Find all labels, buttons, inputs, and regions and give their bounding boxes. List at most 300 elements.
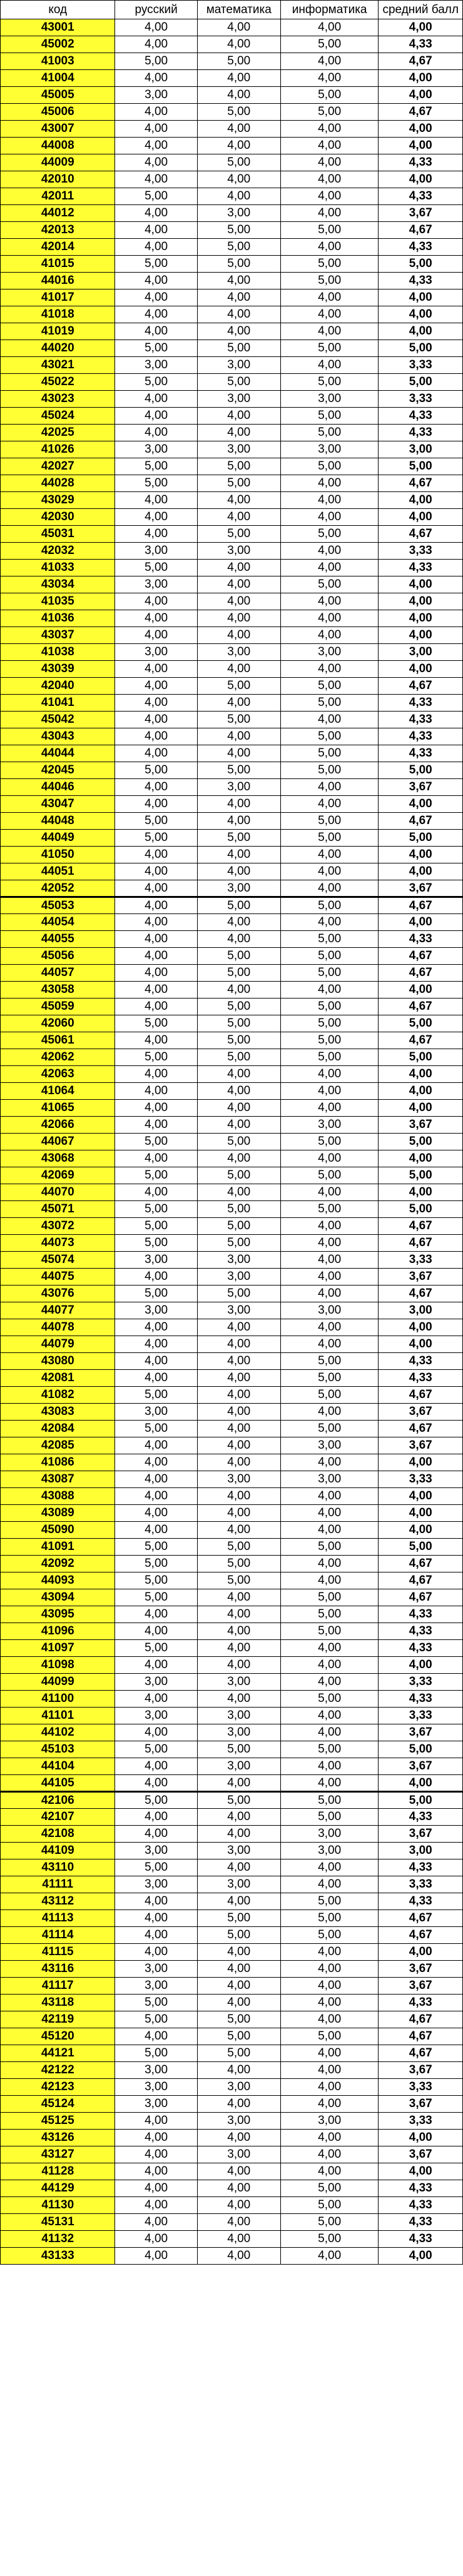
cell-math: 4,00 bbox=[197, 745, 280, 762]
cell-code: 43058 bbox=[1, 982, 115, 999]
cell-math: 3,00 bbox=[197, 1471, 280, 1488]
cell-code: 43047 bbox=[1, 796, 115, 813]
cell-russian: 3,00 bbox=[115, 1961, 197, 1978]
table-row bbox=[1, 340, 463, 357]
cell-russian: 5,00 bbox=[115, 560, 197, 576]
cell-average: 4,00 bbox=[379, 1657, 463, 1674]
cell-average: 4,33 bbox=[379, 1893, 463, 1910]
cell-russian: 4,00 bbox=[115, 2248, 197, 2265]
cell-average: 4,00 bbox=[379, 1505, 463, 1522]
table-row bbox=[1, 1100, 463, 1117]
cell-math: 3,00 bbox=[197, 1674, 280, 1691]
cell-average: 5,00 bbox=[379, 1201, 463, 1218]
table-row bbox=[1, 441, 463, 458]
cell-code: 43083 bbox=[1, 1404, 115, 1421]
cell-russian: 4,00 bbox=[115, 1032, 197, 1049]
cell-informatics: 4,00 bbox=[280, 712, 379, 728]
cell-informatics: 4,00 bbox=[280, 1708, 379, 1724]
cell-code: 43118 bbox=[1, 1995, 115, 2011]
cell-average: 4,00 bbox=[379, 1488, 463, 1505]
cell-math: 4,00 bbox=[197, 70, 280, 87]
table-row bbox=[1, 627, 463, 644]
table-row bbox=[1, 931, 463, 948]
cell-russian: 4,00 bbox=[115, 1269, 197, 1285]
cell-informatics: 5,00 bbox=[280, 222, 379, 239]
cell-russian: 5,00 bbox=[115, 1539, 197, 1556]
cell-code: 41004 bbox=[1, 70, 115, 87]
cell-informatics: 5,00 bbox=[280, 813, 379, 830]
cell-russian: 4,00 bbox=[115, 1336, 197, 1353]
table-row bbox=[1, 289, 463, 306]
cell-math: 5,00 bbox=[197, 256, 280, 273]
table-row bbox=[1, 1927, 463, 1944]
cell-average: 4,33 bbox=[379, 188, 463, 205]
table-row bbox=[1, 1150, 463, 1167]
cell-code: 44070 bbox=[1, 1184, 115, 1201]
cell-average: 5,00 bbox=[379, 830, 463, 847]
cell-average: 4,33 bbox=[379, 1859, 463, 1876]
cell-average: 3,67 bbox=[379, 1961, 463, 1978]
cell-math: 5,00 bbox=[197, 678, 280, 695]
table-row bbox=[1, 2062, 463, 2079]
cell-average: 4,67 bbox=[379, 1235, 463, 1252]
cell-code: 42032 bbox=[1, 543, 115, 560]
cell-code: 42030 bbox=[1, 509, 115, 526]
cell-average: 4,67 bbox=[379, 526, 463, 543]
cell-average: 4,67 bbox=[379, 1556, 463, 1572]
cell-informatics: 4,00 bbox=[280, 1674, 379, 1691]
table-body bbox=[1, 19, 463, 2265]
cell-russian: 4,00 bbox=[115, 526, 197, 543]
cell-informatics: 4,00 bbox=[280, 53, 379, 70]
cell-average: 4,33 bbox=[379, 425, 463, 441]
cell-informatics: 5,00 bbox=[280, 999, 379, 1015]
cell-code: 44079 bbox=[1, 1336, 115, 1353]
cell-math: 4,00 bbox=[197, 1995, 280, 2011]
cell-russian: 4,00 bbox=[115, 1826, 197, 1843]
cell-russian: 4,00 bbox=[115, 306, 197, 323]
table-row bbox=[1, 897, 463, 914]
cell-average: 4,67 bbox=[379, 1032, 463, 1049]
cell-math: 3,00 bbox=[197, 441, 280, 458]
cell-average: 4,67 bbox=[379, 1589, 463, 1606]
cell-math: 4,00 bbox=[197, 138, 280, 154]
cell-math: 4,00 bbox=[197, 1640, 280, 1657]
cell-informatics: 4,00 bbox=[280, 1319, 379, 1336]
cell-russian: 4,00 bbox=[115, 678, 197, 695]
cell-average: 3,33 bbox=[379, 1471, 463, 1488]
cell-russian: 3,00 bbox=[115, 543, 197, 560]
cell-russian: 3,00 bbox=[115, 1252, 197, 1269]
cell-russian: 5,00 bbox=[115, 830, 197, 847]
cell-russian: 4,00 bbox=[115, 1691, 197, 1708]
cell-russian: 3,00 bbox=[115, 2096, 197, 2113]
cell-math: 4,00 bbox=[197, 87, 280, 104]
cell-math: 3,00 bbox=[197, 1302, 280, 1319]
cell-code: 42027 bbox=[1, 458, 115, 475]
cell-math: 5,00 bbox=[197, 239, 280, 256]
cell-average: 5,00 bbox=[379, 1015, 463, 1032]
cell-russian: 4,00 bbox=[115, 779, 197, 796]
cell-math: 4,00 bbox=[197, 2062, 280, 2079]
table-row bbox=[1, 830, 463, 847]
cell-average: 4,67 bbox=[379, 475, 463, 492]
cell-russian: 3,00 bbox=[115, 1404, 197, 1421]
cell-code: 45071 bbox=[1, 1201, 115, 1218]
cell-code: 43088 bbox=[1, 1488, 115, 1505]
cell-informatics: 4,00 bbox=[280, 1269, 379, 1285]
cell-code: 41065 bbox=[1, 1100, 115, 1117]
cell-math: 5,00 bbox=[197, 1792, 280, 1809]
cell-informatics: 4,00 bbox=[280, 2163, 379, 2180]
cell-code: 43029 bbox=[1, 492, 115, 509]
cell-russian: 5,00 bbox=[115, 1015, 197, 1032]
table-row bbox=[1, 1843, 463, 1859]
cell-average: 4,00 bbox=[379, 2248, 463, 2265]
table-row bbox=[1, 408, 463, 425]
cell-russian: 5,00 bbox=[115, 1387, 197, 1404]
cell-average: 4,00 bbox=[379, 796, 463, 813]
cell-russian: 4,00 bbox=[115, 1522, 197, 1539]
cell-informatics: 4,00 bbox=[280, 2045, 379, 2062]
cell-code: 44028 bbox=[1, 475, 115, 492]
column-header-russian: русский bbox=[115, 1, 197, 19]
cell-code: 44093 bbox=[1, 1572, 115, 1589]
cell-code: 44057 bbox=[1, 965, 115, 982]
cell-code: 43001 bbox=[1, 19, 115, 36]
cell-math: 5,00 bbox=[197, 830, 280, 847]
cell-informatics: 5,00 bbox=[280, 87, 379, 104]
cell-math: 5,00 bbox=[197, 104, 280, 121]
cell-average: 3,33 bbox=[379, 2113, 463, 2130]
table-row bbox=[1, 1235, 463, 1252]
column-header-math: математика bbox=[197, 1, 280, 19]
cell-average: 3,33 bbox=[379, 543, 463, 560]
table-row bbox=[1, 1978, 463, 1995]
cell-informatics: 5,00 bbox=[280, 1134, 379, 1150]
table-row bbox=[1, 610, 463, 627]
cell-average: 3,33 bbox=[379, 2079, 463, 2096]
cell-informatics: 4,00 bbox=[280, 121, 379, 138]
cell-code: 43076 bbox=[1, 1285, 115, 1302]
cell-math: 4,00 bbox=[197, 1859, 280, 1876]
cell-average: 4,33 bbox=[379, 1353, 463, 1370]
cell-informatics: 4,00 bbox=[280, 1961, 379, 1978]
cell-informatics: 5,00 bbox=[280, 695, 379, 712]
cell-average: 4,33 bbox=[379, 712, 463, 728]
cell-math: 4,00 bbox=[197, 1387, 280, 1404]
cell-russian: 4,00 bbox=[115, 593, 197, 610]
cell-code: 41026 bbox=[1, 441, 115, 458]
table-row bbox=[1, 1319, 463, 1336]
cell-informatics: 3,00 bbox=[280, 1843, 379, 1859]
cell-code: 44054 bbox=[1, 914, 115, 931]
cell-code: 44020 bbox=[1, 340, 115, 357]
cell-russian: 4,00 bbox=[115, 1927, 197, 1944]
column-header-code: код bbox=[1, 1, 115, 19]
cell-russian: 3,00 bbox=[115, 1978, 197, 1995]
cell-code: 43127 bbox=[1, 2146, 115, 2163]
cell-informatics: 4,00 bbox=[280, 1488, 379, 1505]
cell-russian: 3,00 bbox=[115, 2079, 197, 2096]
cell-russian: 5,00 bbox=[115, 340, 197, 357]
cell-code: 44077 bbox=[1, 1302, 115, 1319]
cell-code: 41098 bbox=[1, 1657, 115, 1674]
table-row bbox=[1, 1522, 463, 1539]
cell-math: 4,00 bbox=[197, 695, 280, 712]
cell-code: 41041 bbox=[1, 695, 115, 712]
cell-average: 4,67 bbox=[379, 897, 463, 914]
cell-math: 4,00 bbox=[197, 1589, 280, 1606]
cell-math: 4,00 bbox=[197, 1826, 280, 1843]
cell-average: 4,33 bbox=[379, 2214, 463, 2231]
table-row bbox=[1, 1826, 463, 1843]
cell-math: 3,00 bbox=[197, 357, 280, 374]
table-row bbox=[1, 1623, 463, 1640]
table-row bbox=[1, 779, 463, 796]
cell-code: 45061 bbox=[1, 1032, 115, 1049]
cell-russian: 5,00 bbox=[115, 1167, 197, 1184]
cell-average: 3,67 bbox=[379, 779, 463, 796]
cell-math: 4,00 bbox=[197, 1961, 280, 1978]
cell-average: 4,00 bbox=[379, 1150, 463, 1167]
table-row bbox=[1, 1859, 463, 1876]
table-row bbox=[1, 1606, 463, 1623]
cell-code: 42108 bbox=[1, 1826, 115, 1843]
table-row bbox=[1, 1454, 463, 1471]
cell-russian: 4,00 bbox=[115, 1944, 197, 1961]
cell-math: 4,00 bbox=[197, 1944, 280, 1961]
cell-average: 4,00 bbox=[379, 1066, 463, 1083]
cell-code: 42106 bbox=[1, 1792, 115, 1809]
cell-informatics: 4,00 bbox=[280, 1336, 379, 1353]
cell-code: 41100 bbox=[1, 1691, 115, 1708]
cell-informatics: 4,00 bbox=[280, 1775, 379, 1792]
cell-informatics: 5,00 bbox=[280, 1167, 379, 1184]
cell-informatics: 4,00 bbox=[280, 1859, 379, 1876]
cell-average: 4,67 bbox=[379, 53, 463, 70]
cell-math: 4,00 bbox=[197, 1809, 280, 1826]
cell-informatics: 5,00 bbox=[280, 1910, 379, 1927]
cell-code: 41019 bbox=[1, 323, 115, 340]
cell-math: 4,00 bbox=[197, 425, 280, 441]
cell-code: 44016 bbox=[1, 273, 115, 289]
cell-math: 5,00 bbox=[197, 340, 280, 357]
cell-average: 4,00 bbox=[379, 2130, 463, 2146]
cell-average: 3,00 bbox=[379, 1843, 463, 1859]
cell-math: 5,00 bbox=[197, 999, 280, 1015]
cell-informatics: 5,00 bbox=[280, 340, 379, 357]
table-row bbox=[1, 1657, 463, 1674]
cell-code: 41086 bbox=[1, 1454, 115, 1471]
cell-russian: 4,00 bbox=[115, 1083, 197, 1100]
cell-math: 4,00 bbox=[197, 813, 280, 830]
table-row bbox=[1, 1015, 463, 1032]
cell-russian: 4,00 bbox=[115, 1623, 197, 1640]
cell-russian: 3,00 bbox=[115, 357, 197, 374]
cell-code: 44104 bbox=[1, 1758, 115, 1775]
cell-math: 4,00 bbox=[197, 914, 280, 931]
cell-average: 4,33 bbox=[379, 728, 463, 745]
table-row bbox=[1, 2130, 463, 2146]
cell-russian: 4,00 bbox=[115, 2163, 197, 2180]
cell-math: 5,00 bbox=[197, 1235, 280, 1252]
cell-informatics: 5,00 bbox=[280, 104, 379, 121]
cell-code: 41115 bbox=[1, 1944, 115, 1961]
cell-informatics: 4,00 bbox=[280, 1083, 379, 1100]
cell-informatics: 4,00 bbox=[280, 1640, 379, 1657]
cell-math: 4,00 bbox=[197, 1336, 280, 1353]
cell-code: 45006 bbox=[1, 104, 115, 121]
cell-russian: 5,00 bbox=[115, 1201, 197, 1218]
cell-math: 5,00 bbox=[197, 1218, 280, 1235]
cell-informatics: 4,00 bbox=[280, 2011, 379, 2028]
cell-average: 4,33 bbox=[379, 1370, 463, 1387]
cell-average: 3,33 bbox=[379, 1674, 463, 1691]
cell-code: 42119 bbox=[1, 2011, 115, 2028]
cell-russian: 4,00 bbox=[115, 408, 197, 425]
cell-math: 3,00 bbox=[197, 1252, 280, 1269]
cell-math: 4,00 bbox=[197, 2197, 280, 2214]
cell-informatics: 5,00 bbox=[280, 1691, 379, 1708]
cell-math: 4,00 bbox=[197, 1066, 280, 1083]
cell-russian: 5,00 bbox=[115, 1640, 197, 1657]
cell-russian: 5,00 bbox=[115, 458, 197, 475]
cell-average: 4,67 bbox=[379, 2011, 463, 2028]
cell-russian: 3,00 bbox=[115, 644, 197, 661]
table-row bbox=[1, 1741, 463, 1758]
table-row bbox=[1, 914, 463, 931]
table-row bbox=[1, 762, 463, 779]
cell-code: 43043 bbox=[1, 728, 115, 745]
cell-average: 4,33 bbox=[379, 408, 463, 425]
cell-average: 4,33 bbox=[379, 560, 463, 576]
cell-informatics: 5,00 bbox=[280, 1792, 379, 1809]
cell-code: 44055 bbox=[1, 931, 115, 948]
cell-math: 4,00 bbox=[197, 273, 280, 289]
cell-code: 43080 bbox=[1, 1353, 115, 1370]
cell-code: 45074 bbox=[1, 1252, 115, 1269]
cell-average: 4,00 bbox=[379, 19, 463, 36]
cell-informatics: 5,00 bbox=[280, 1893, 379, 1910]
cell-russian: 4,00 bbox=[115, 492, 197, 509]
cell-informatics: 4,00 bbox=[280, 1522, 379, 1539]
cell-math: 5,00 bbox=[197, 374, 280, 391]
cell-average: 4,67 bbox=[379, 1421, 463, 1437]
cell-code: 44109 bbox=[1, 1843, 115, 1859]
cell-code: 44012 bbox=[1, 205, 115, 222]
cell-code: 42010 bbox=[1, 171, 115, 188]
cell-informatics: 5,00 bbox=[280, 897, 379, 914]
cell-math: 4,00 bbox=[197, 610, 280, 627]
cell-code: 43112 bbox=[1, 1893, 115, 1910]
cell-math: 4,00 bbox=[197, 847, 280, 863]
cell-russian: 5,00 bbox=[115, 1792, 197, 1809]
cell-russian: 4,00 bbox=[115, 1724, 197, 1741]
cell-informatics: 4,00 bbox=[280, 1404, 379, 1421]
cell-average: 3,67 bbox=[379, 1269, 463, 1285]
cell-average: 4,33 bbox=[379, 1995, 463, 2011]
cell-code: 43089 bbox=[1, 1505, 115, 1522]
table-row bbox=[1, 121, 463, 138]
table-row bbox=[1, 2079, 463, 2096]
cell-russian: 4,00 bbox=[115, 1100, 197, 1117]
cell-math: 4,00 bbox=[197, 1893, 280, 1910]
cell-code: 45024 bbox=[1, 408, 115, 425]
cell-math: 4,00 bbox=[197, 1691, 280, 1708]
cell-russian: 4,00 bbox=[115, 205, 197, 222]
cell-average: 3,00 bbox=[379, 1302, 463, 1319]
cell-code: 43007 bbox=[1, 121, 115, 138]
cell-informatics: 3,00 bbox=[280, 1437, 379, 1454]
cell-average: 4,33 bbox=[379, 273, 463, 289]
cell-math: 4,00 bbox=[197, 1488, 280, 1505]
cell-informatics: 5,00 bbox=[280, 830, 379, 847]
cell-code: 43021 bbox=[1, 357, 115, 374]
cell-average: 3,67 bbox=[379, 1978, 463, 1995]
cell-russian: 4,00 bbox=[115, 323, 197, 340]
cell-russian: 4,00 bbox=[115, 982, 197, 999]
cell-russian: 4,00 bbox=[115, 796, 197, 813]
cell-code: 42092 bbox=[1, 1556, 115, 1572]
cell-informatics: 4,00 bbox=[280, 1572, 379, 1589]
table-row bbox=[1, 1117, 463, 1134]
cell-informatics: 4,00 bbox=[280, 323, 379, 340]
cell-code: 42062 bbox=[1, 1049, 115, 1066]
table-row bbox=[1, 1387, 463, 1404]
cell-code: 41018 bbox=[1, 306, 115, 323]
cell-russian: 4,00 bbox=[115, 1117, 197, 1134]
cell-average: 4,00 bbox=[379, 1319, 463, 1336]
table-row bbox=[1, 171, 463, 188]
cell-russian: 5,00 bbox=[115, 374, 197, 391]
cell-average: 4,67 bbox=[379, 2045, 463, 2062]
cell-math: 3,00 bbox=[197, 543, 280, 560]
cell-informatics: 5,00 bbox=[280, 678, 379, 695]
cell-average: 4,33 bbox=[379, 931, 463, 948]
cell-average: 4,67 bbox=[379, 1218, 463, 1235]
table-row bbox=[1, 1995, 463, 2011]
cell-informatics: 4,00 bbox=[280, 1556, 379, 1572]
cell-informatics: 4,00 bbox=[280, 2248, 379, 2265]
cell-code: 42123 bbox=[1, 2079, 115, 2096]
table-row bbox=[1, 678, 463, 695]
cell-average: 4,67 bbox=[379, 1572, 463, 1589]
table-row bbox=[1, 560, 463, 576]
cell-code: 44102 bbox=[1, 1724, 115, 1741]
cell-russian: 5,00 bbox=[115, 1285, 197, 1302]
cell-russian: 5,00 bbox=[115, 2045, 197, 2062]
cell-code: 42081 bbox=[1, 1370, 115, 1387]
table-row bbox=[1, 1421, 463, 1437]
cell-average: 4,00 bbox=[379, 171, 463, 188]
table-row bbox=[1, 880, 463, 897]
table-row bbox=[1, 1961, 463, 1978]
cell-average: 3,00 bbox=[379, 441, 463, 458]
cell-average: 3,67 bbox=[379, 1437, 463, 1454]
cell-math: 5,00 bbox=[197, 1032, 280, 1049]
cell-informatics: 4,00 bbox=[280, 70, 379, 87]
table-row bbox=[1, 70, 463, 87]
cell-russian: 4,00 bbox=[115, 712, 197, 728]
cell-russian: 4,00 bbox=[115, 745, 197, 762]
cell-math: 5,00 bbox=[197, 948, 280, 965]
column-header-average: средний балл bbox=[379, 1, 463, 19]
cell-russian: 4,00 bbox=[115, 2214, 197, 2231]
table-row bbox=[1, 1488, 463, 1505]
cell-informatics: 5,00 bbox=[280, 425, 379, 441]
table-row bbox=[1, 948, 463, 965]
